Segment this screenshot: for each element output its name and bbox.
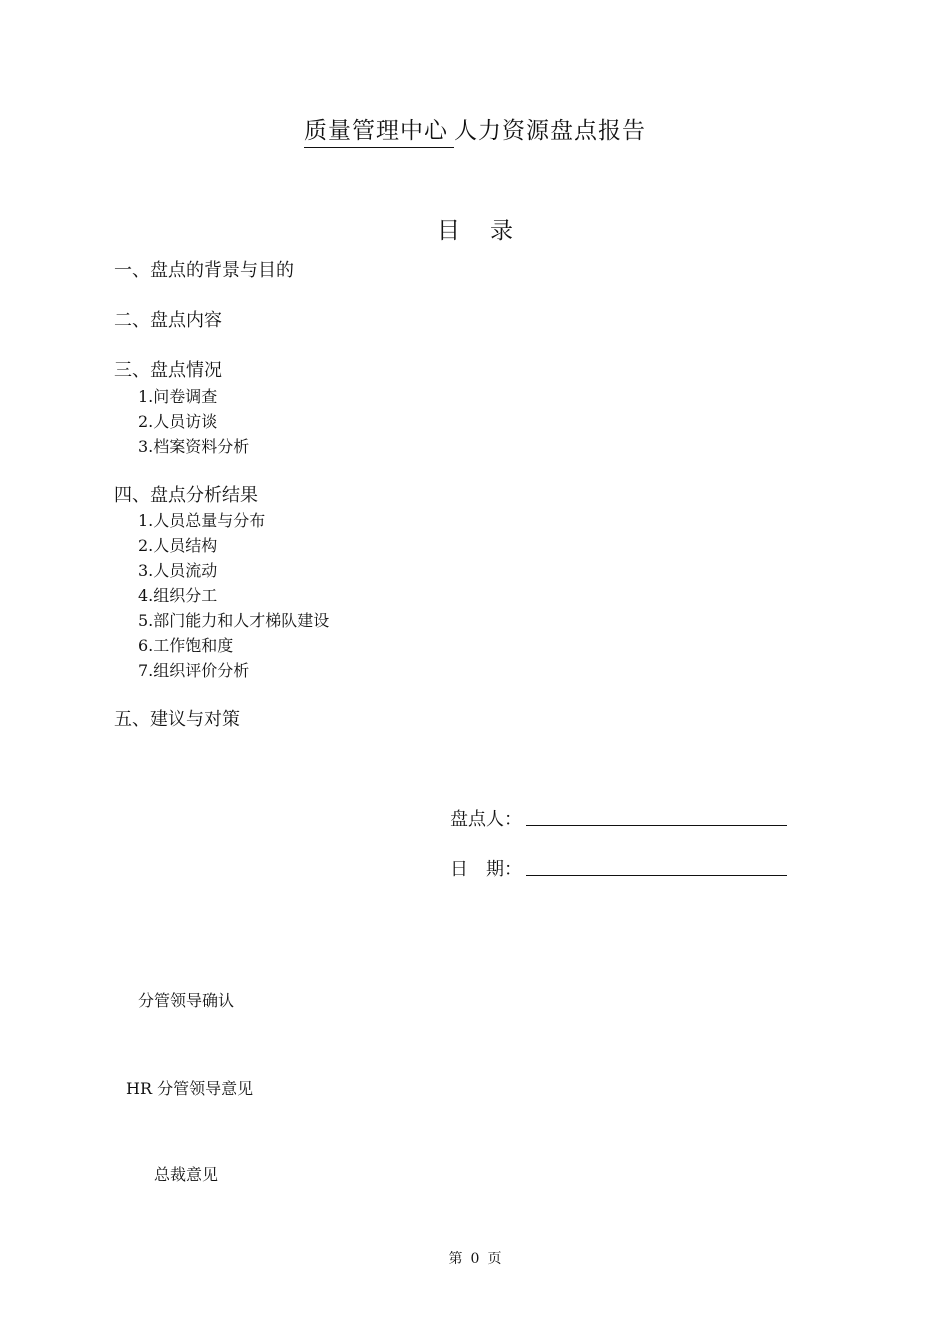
toc-section-1: 一、盘点的背景与目的 bbox=[114, 260, 294, 281]
date-label: 日 期： bbox=[450, 859, 522, 880]
toc-item-3-3: 3.档案资料分析 bbox=[138, 437, 250, 456]
footer-suffix: 页 bbox=[487, 1251, 502, 1267]
report-name: 人力资源盘点报告 bbox=[454, 118, 646, 144]
toc-item-4-2: 2.人员结构 bbox=[138, 536, 218, 555]
toc-section-3: 三、盘点情况 bbox=[114, 360, 222, 381]
president-opinion: 总裁意见 bbox=[154, 1165, 219, 1184]
toc-section-5: 五、建议与对策 bbox=[114, 709, 240, 730]
toc-item-4-3: 3.人员流动 bbox=[138, 561, 218, 580]
toc-item-3-1: 1.问卷调查 bbox=[138, 387, 218, 406]
footer-prefix: 第 bbox=[448, 1251, 463, 1267]
toc-item-4-1: 1.人员总量与分布 bbox=[138, 511, 266, 530]
inventory-person-label: 盘点人： bbox=[450, 809, 522, 830]
toc-heading-right: 录 bbox=[490, 218, 513, 244]
toc-item-4-5: 5.部门能力和人才梯队建设 bbox=[138, 611, 330, 630]
toc-item-4-4: 4.组织分工 bbox=[138, 586, 218, 605]
page-footer bbox=[0, 1248, 950, 1268]
toc-heading-left: 目 bbox=[437, 218, 460, 244]
report-title bbox=[0, 112, 950, 148]
toc-heading bbox=[0, 212, 950, 245]
toc-item-4-7: 7.组织评价分析 bbox=[138, 661, 250, 680]
inventory-person-line[interactable] bbox=[526, 825, 787, 826]
toc-item-3-2: 2.人员访谈 bbox=[138, 412, 218, 431]
toc-section-4: 四、盘点分析结果 bbox=[114, 485, 258, 506]
toc-item-4-6: 6.工作饱和度 bbox=[138, 636, 234, 655]
date-line[interactable] bbox=[526, 875, 787, 876]
division-leader-approval: 分管领导确认 bbox=[138, 991, 235, 1010]
department-name: 质量管理中心 bbox=[304, 112, 454, 148]
toc-section-2: 二、盘点内容 bbox=[114, 310, 222, 331]
page-number: 0 bbox=[470, 1251, 480, 1267]
hr-leader-opinion: HR 分管领导意见 bbox=[126, 1079, 254, 1098]
